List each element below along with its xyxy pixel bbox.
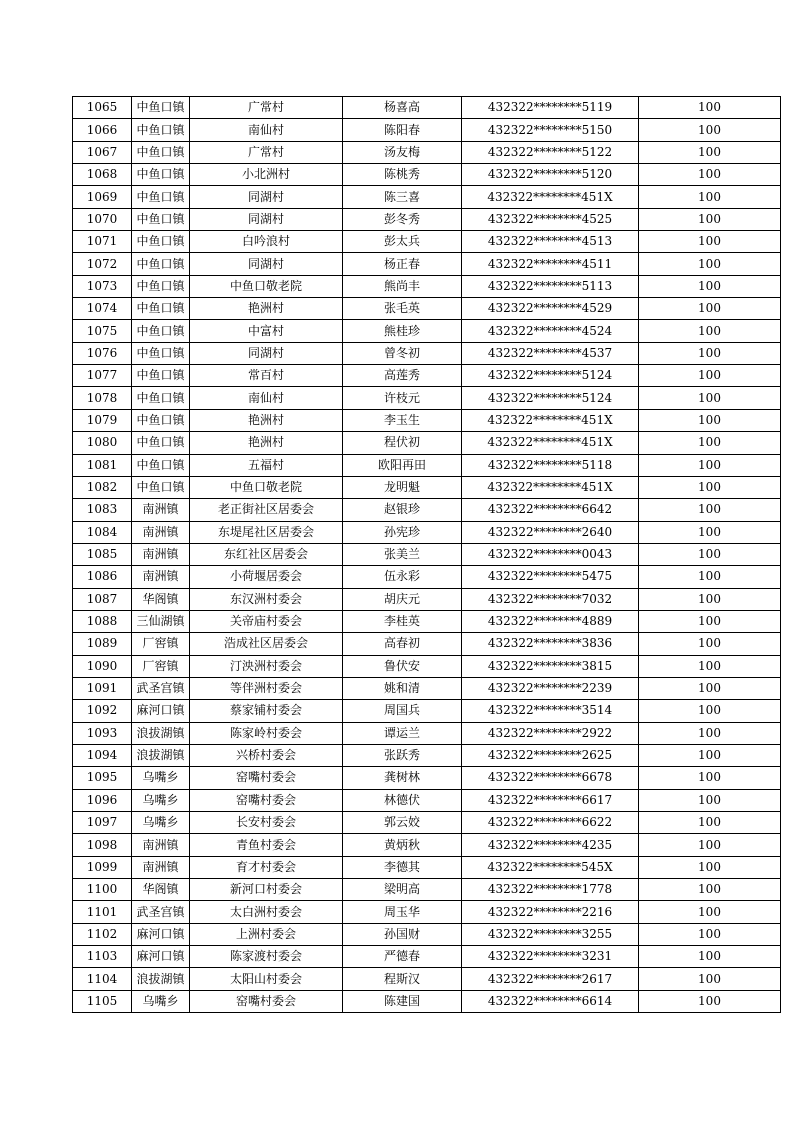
amount-cell: 100 [639,298,781,320]
amount-cell: 100 [639,677,781,699]
amount-cell: 100 [639,141,781,163]
id-number-cell: 432322********5150 [462,119,639,141]
amount-cell: 100 [639,454,781,476]
village-cell: 东红社区居委会 [190,543,343,565]
id-number-cell: 432322********5118 [462,454,639,476]
table-row [73,655,781,677]
row-number-cell: 1098 [73,834,132,856]
town-cell: 中鱼口镇 [132,186,190,208]
name-cell: 鲁伏安 [343,655,462,677]
table-row [73,700,781,722]
amount-cell: 100 [639,946,781,968]
table-row [73,432,781,454]
table-row [73,365,781,387]
town-cell: 南洲镇 [132,834,190,856]
id-number-cell: 432322********4537 [462,342,639,364]
row-number-cell: 1090 [73,655,132,677]
town-cell: 中鱼口镇 [132,208,190,230]
id-number-cell: 432322********3815 [462,655,639,677]
table-row [73,588,781,610]
table-row [73,231,781,253]
row-number-cell: 1089 [73,633,132,655]
name-cell: 熊桂珍 [343,320,462,342]
row-number-cell: 1065 [73,97,132,119]
town-cell: 中鱼口镇 [132,432,190,454]
town-cell: 厂窖镇 [132,633,190,655]
row-number-cell: 1075 [73,320,132,342]
row-number-cell: 1079 [73,409,132,431]
village-cell: 浩成社区居委会 [190,633,343,655]
id-number-cell: 432322********2922 [462,722,639,744]
name-cell: 龚树林 [343,767,462,789]
town-cell: 浪拔湖镇 [132,968,190,990]
town-cell: 中鱼口镇 [132,342,190,364]
id-number-cell: 432322********2625 [462,744,639,766]
table-row [73,119,781,141]
town-cell: 中鱼口镇 [132,476,190,498]
row-number-cell: 1085 [73,543,132,565]
town-cell: 中鱼口镇 [132,275,190,297]
town-cell: 中鱼口镇 [132,387,190,409]
row-number-cell: 1069 [73,186,132,208]
row-number-cell: 1094 [73,744,132,766]
village-cell: 中鱼口敬老院 [190,275,343,297]
village-cell: 汀泱洲村委会 [190,655,343,677]
name-cell: 孙宪珍 [343,521,462,543]
amount-cell: 100 [639,812,781,834]
row-number-cell: 1083 [73,499,132,521]
amount-cell: 100 [639,879,781,901]
id-number-cell: 432322********3836 [462,633,639,655]
name-cell: 胡庆元 [343,588,462,610]
table-row [73,812,781,834]
name-cell: 龙明魁 [343,476,462,498]
name-cell: 陈建国 [343,990,462,1012]
row-number-cell: 1068 [73,164,132,186]
id-number-cell: 432322********3231 [462,946,639,968]
town-cell: 中鱼口镇 [132,231,190,253]
village-cell: 上洲村委会 [190,923,343,945]
table-row [73,633,781,655]
table-row [73,789,781,811]
town-cell: 中鱼口镇 [132,298,190,320]
village-cell: 广常村 [190,141,343,163]
row-number-cell: 1067 [73,141,132,163]
row-number-cell: 1071 [73,231,132,253]
town-cell: 南洲镇 [132,543,190,565]
table-row [73,320,781,342]
id-number-cell: 432322********5124 [462,387,639,409]
row-number-cell: 1102 [73,923,132,945]
town-cell: 浪拔湖镇 [132,722,190,744]
town-cell: 中鱼口镇 [132,253,190,275]
name-cell: 郭云姣 [343,812,462,834]
name-cell: 周国兵 [343,700,462,722]
village-cell: 陈家渡村委会 [190,946,343,968]
id-number-cell: 432322********4511 [462,253,639,275]
row-number-cell: 1081 [73,454,132,476]
row-number-cell: 1080 [73,432,132,454]
amount-cell: 100 [639,320,781,342]
town-cell: 华阁镇 [132,588,190,610]
town-cell: 华阁镇 [132,879,190,901]
name-cell: 周玉华 [343,901,462,923]
amount-cell: 100 [639,990,781,1012]
table-row [73,499,781,521]
name-cell: 赵银珍 [343,499,462,521]
village-cell: 老正街社区居委会 [190,499,343,521]
name-cell: 程伏初 [343,432,462,454]
id-number-cell: 432322********6642 [462,499,639,521]
village-cell: 白吟浪村 [190,231,343,253]
amount-cell: 100 [639,275,781,297]
town-cell: 南洲镇 [132,521,190,543]
town-cell: 中鱼口镇 [132,320,190,342]
table-row [73,543,781,565]
amount-cell: 100 [639,499,781,521]
row-number-cell: 1074 [73,298,132,320]
amount-cell: 100 [639,744,781,766]
town-cell: 乌嘴乡 [132,990,190,1012]
table-row [73,476,781,498]
amount-cell: 100 [639,97,781,119]
village-cell: 窑嘴村委会 [190,767,343,789]
table-row [73,409,781,431]
row-number-cell: 1082 [73,476,132,498]
amount-cell: 100 [639,566,781,588]
village-cell: 南仙村 [190,387,343,409]
amount-cell: 100 [639,387,781,409]
id-number-cell: 432322********5120 [462,164,639,186]
id-number-cell: 432322********2640 [462,521,639,543]
table-row [73,744,781,766]
amount-cell: 100 [639,186,781,208]
village-cell: 同湖村 [190,186,343,208]
village-cell: 南仙村 [190,119,343,141]
name-cell: 彭冬秀 [343,208,462,230]
table-row [73,97,781,119]
name-cell: 李德其 [343,856,462,878]
id-number-cell: 432322********451X [462,409,639,431]
name-cell: 李玉生 [343,409,462,431]
amount-cell: 100 [639,164,781,186]
amount-cell: 100 [639,476,781,498]
town-cell: 厂窖镇 [132,655,190,677]
town-cell: 南洲镇 [132,499,190,521]
amount-cell: 100 [639,543,781,565]
amount-cell: 100 [639,655,781,677]
name-cell: 程斯汉 [343,968,462,990]
name-cell: 彭太兵 [343,231,462,253]
name-cell: 高莲秀 [343,365,462,387]
row-number-cell: 1087 [73,588,132,610]
id-number-cell: 432322********4525 [462,208,639,230]
village-cell: 新河口村委会 [190,879,343,901]
id-number-cell: 432322********1778 [462,879,639,901]
town-cell: 三仙湖镇 [132,610,190,632]
town-cell: 武圣宫镇 [132,901,190,923]
village-cell: 同湖村 [190,253,343,275]
row-number-cell: 1104 [73,968,132,990]
row-number-cell: 1076 [73,342,132,364]
village-cell: 育才村委会 [190,856,343,878]
table-row [73,610,781,632]
amount-cell: 100 [639,923,781,945]
name-cell: 林德伏 [343,789,462,811]
id-number-cell: 432322********5124 [462,365,639,387]
table-row [73,834,781,856]
name-cell: 陈阳春 [343,119,462,141]
amount-cell: 100 [639,253,781,275]
id-number-cell: 432322********4889 [462,610,639,632]
id-number-cell: 432322********7032 [462,588,639,610]
row-number-cell: 1100 [73,879,132,901]
amount-cell: 100 [639,834,781,856]
town-cell: 中鱼口镇 [132,409,190,431]
id-number-cell: 432322********6614 [462,990,639,1012]
village-cell: 等伴洲村委会 [190,677,343,699]
row-number-cell: 1091 [73,677,132,699]
row-number-cell: 1070 [73,208,132,230]
id-number-cell: 432322********5113 [462,275,639,297]
id-number-cell: 432322********451X [462,476,639,498]
village-cell: 太白洲村委会 [190,901,343,923]
name-cell: 严德春 [343,946,462,968]
name-cell: 高春初 [343,633,462,655]
village-cell: 窑嘴村委会 [190,990,343,1012]
id-number-cell: 432322********2239 [462,677,639,699]
name-cell: 孙国财 [343,923,462,945]
table-row [73,387,781,409]
name-cell: 黄炳秋 [343,834,462,856]
village-cell: 青鱼村委会 [190,834,343,856]
id-number-cell: 432322********545X [462,856,639,878]
amount-cell: 100 [639,521,781,543]
village-cell: 常百村 [190,365,343,387]
row-number-cell: 1099 [73,856,132,878]
name-cell: 杨正春 [343,253,462,275]
table-row [73,856,781,878]
name-cell: 张跃秀 [343,744,462,766]
id-number-cell: 432322********451X [462,432,639,454]
village-cell: 五福村 [190,454,343,476]
town-cell: 中鱼口镇 [132,365,190,387]
table-row [73,298,781,320]
village-cell: 中富村 [190,320,343,342]
id-number-cell: 432322********5122 [462,141,639,163]
village-cell: 小荷堰居委会 [190,566,343,588]
table-row [73,923,781,945]
row-number-cell: 1084 [73,521,132,543]
row-number-cell: 1095 [73,767,132,789]
name-cell: 熊尚丰 [343,275,462,297]
village-cell: 同湖村 [190,342,343,364]
name-cell: 许枝元 [343,387,462,409]
amount-cell: 100 [639,432,781,454]
table-row [73,767,781,789]
id-number-cell: 432322********6678 [462,767,639,789]
town-cell: 中鱼口镇 [132,454,190,476]
row-number-cell: 1088 [73,610,132,632]
id-number-cell: 432322********0043 [462,543,639,565]
town-cell: 中鱼口镇 [132,119,190,141]
town-cell: 中鱼口镇 [132,141,190,163]
table-row [73,342,781,364]
table-row [73,901,781,923]
town-cell: 乌嘴乡 [132,789,190,811]
village-cell: 关帝庙村委会 [190,610,343,632]
village-cell: 艳洲村 [190,409,343,431]
name-cell: 姚和清 [343,677,462,699]
town-cell: 乌嘴乡 [132,812,190,834]
amount-cell: 100 [639,789,781,811]
id-number-cell: 432322********3514 [462,700,639,722]
village-cell: 长安村委会 [190,812,343,834]
amount-cell: 100 [639,231,781,253]
town-cell: 武圣宫镇 [132,677,190,699]
table-row [73,275,781,297]
amount-cell: 100 [639,208,781,230]
table-row [73,968,781,990]
town-cell: 南洲镇 [132,566,190,588]
table-row [73,946,781,968]
row-number-cell: 1105 [73,990,132,1012]
id-number-cell: 432322********5475 [462,566,639,588]
village-cell: 艳洲村 [190,298,343,320]
table-row [73,879,781,901]
row-number-cell: 1073 [73,275,132,297]
amount-cell: 100 [639,968,781,990]
id-number-cell: 432322********5119 [462,97,639,119]
village-cell: 广常村 [190,97,343,119]
village-cell: 东堤尾社区居委会 [190,521,343,543]
amount-cell: 100 [639,700,781,722]
row-number-cell: 1092 [73,700,132,722]
amount-cell: 100 [639,767,781,789]
amount-cell: 100 [639,610,781,632]
village-cell: 陈家岭村委会 [190,722,343,744]
table-row [73,566,781,588]
village-cell: 窑嘴村委会 [190,789,343,811]
id-number-cell: 432322********6617 [462,789,639,811]
town-cell: 中鱼口镇 [132,164,190,186]
name-cell: 谭运兰 [343,722,462,744]
name-cell: 陈桃秀 [343,164,462,186]
name-cell: 杨喜高 [343,97,462,119]
table-row [73,454,781,476]
amount-cell: 100 [639,856,781,878]
table-row [73,677,781,699]
village-cell: 同湖村 [190,208,343,230]
amount-cell: 100 [639,409,781,431]
amount-cell: 100 [639,633,781,655]
table-row [73,164,781,186]
table-body [73,97,781,1013]
id-number-cell: 432322********451X [462,186,639,208]
amount-cell: 100 [639,722,781,744]
village-cell: 蔡家铺村委会 [190,700,343,722]
amount-cell: 100 [639,901,781,923]
row-number-cell: 1086 [73,566,132,588]
row-number-cell: 1066 [73,119,132,141]
id-number-cell: 432322********4235 [462,834,639,856]
village-cell: 小北洲村 [190,164,343,186]
id-number-cell: 432322********4524 [462,320,639,342]
name-cell: 伍永彩 [343,566,462,588]
village-cell: 东汉洲村委会 [190,588,343,610]
id-number-cell: 432322********4513 [462,231,639,253]
row-number-cell: 1096 [73,789,132,811]
village-cell: 中鱼口敬老院 [190,476,343,498]
name-cell: 李桂英 [343,610,462,632]
data-table [72,96,781,1013]
name-cell: 梁明高 [343,879,462,901]
amount-cell: 100 [639,365,781,387]
id-number-cell: 432322********2617 [462,968,639,990]
row-number-cell: 1072 [73,253,132,275]
row-number-cell: 1097 [73,812,132,834]
amount-cell: 100 [639,119,781,141]
id-number-cell: 432322********6622 [462,812,639,834]
village-cell: 兴桥村委会 [190,744,343,766]
row-number-cell: 1078 [73,387,132,409]
village-cell: 艳洲村 [190,432,343,454]
table-row [73,722,781,744]
table-row [73,208,781,230]
row-number-cell: 1077 [73,365,132,387]
id-number-cell: 432322********2216 [462,901,639,923]
row-number-cell: 1101 [73,901,132,923]
id-number-cell: 432322********3255 [462,923,639,945]
table-row [73,990,781,1012]
table-row [73,521,781,543]
town-cell: 中鱼口镇 [132,97,190,119]
name-cell: 张毛英 [343,298,462,320]
town-cell: 南洲镇 [132,856,190,878]
row-number-cell: 1093 [73,722,132,744]
name-cell: 张美兰 [343,543,462,565]
town-cell: 浪拔湖镇 [132,744,190,766]
table-row [73,186,781,208]
amount-cell: 100 [639,342,781,364]
town-cell: 麻河口镇 [132,946,190,968]
amount-cell: 100 [639,588,781,610]
town-cell: 麻河口镇 [132,923,190,945]
town-cell: 麻河口镇 [132,700,190,722]
name-cell: 欧阳再田 [343,454,462,476]
table-row [73,141,781,163]
name-cell: 陈三喜 [343,186,462,208]
village-cell: 太阳山村委会 [190,968,343,990]
town-cell: 乌嘴乡 [132,767,190,789]
id-number-cell: 432322********4529 [462,298,639,320]
table-row [73,253,781,275]
name-cell: 汤友梅 [343,141,462,163]
row-number-cell: 1103 [73,946,132,968]
name-cell: 曾冬初 [343,342,462,364]
